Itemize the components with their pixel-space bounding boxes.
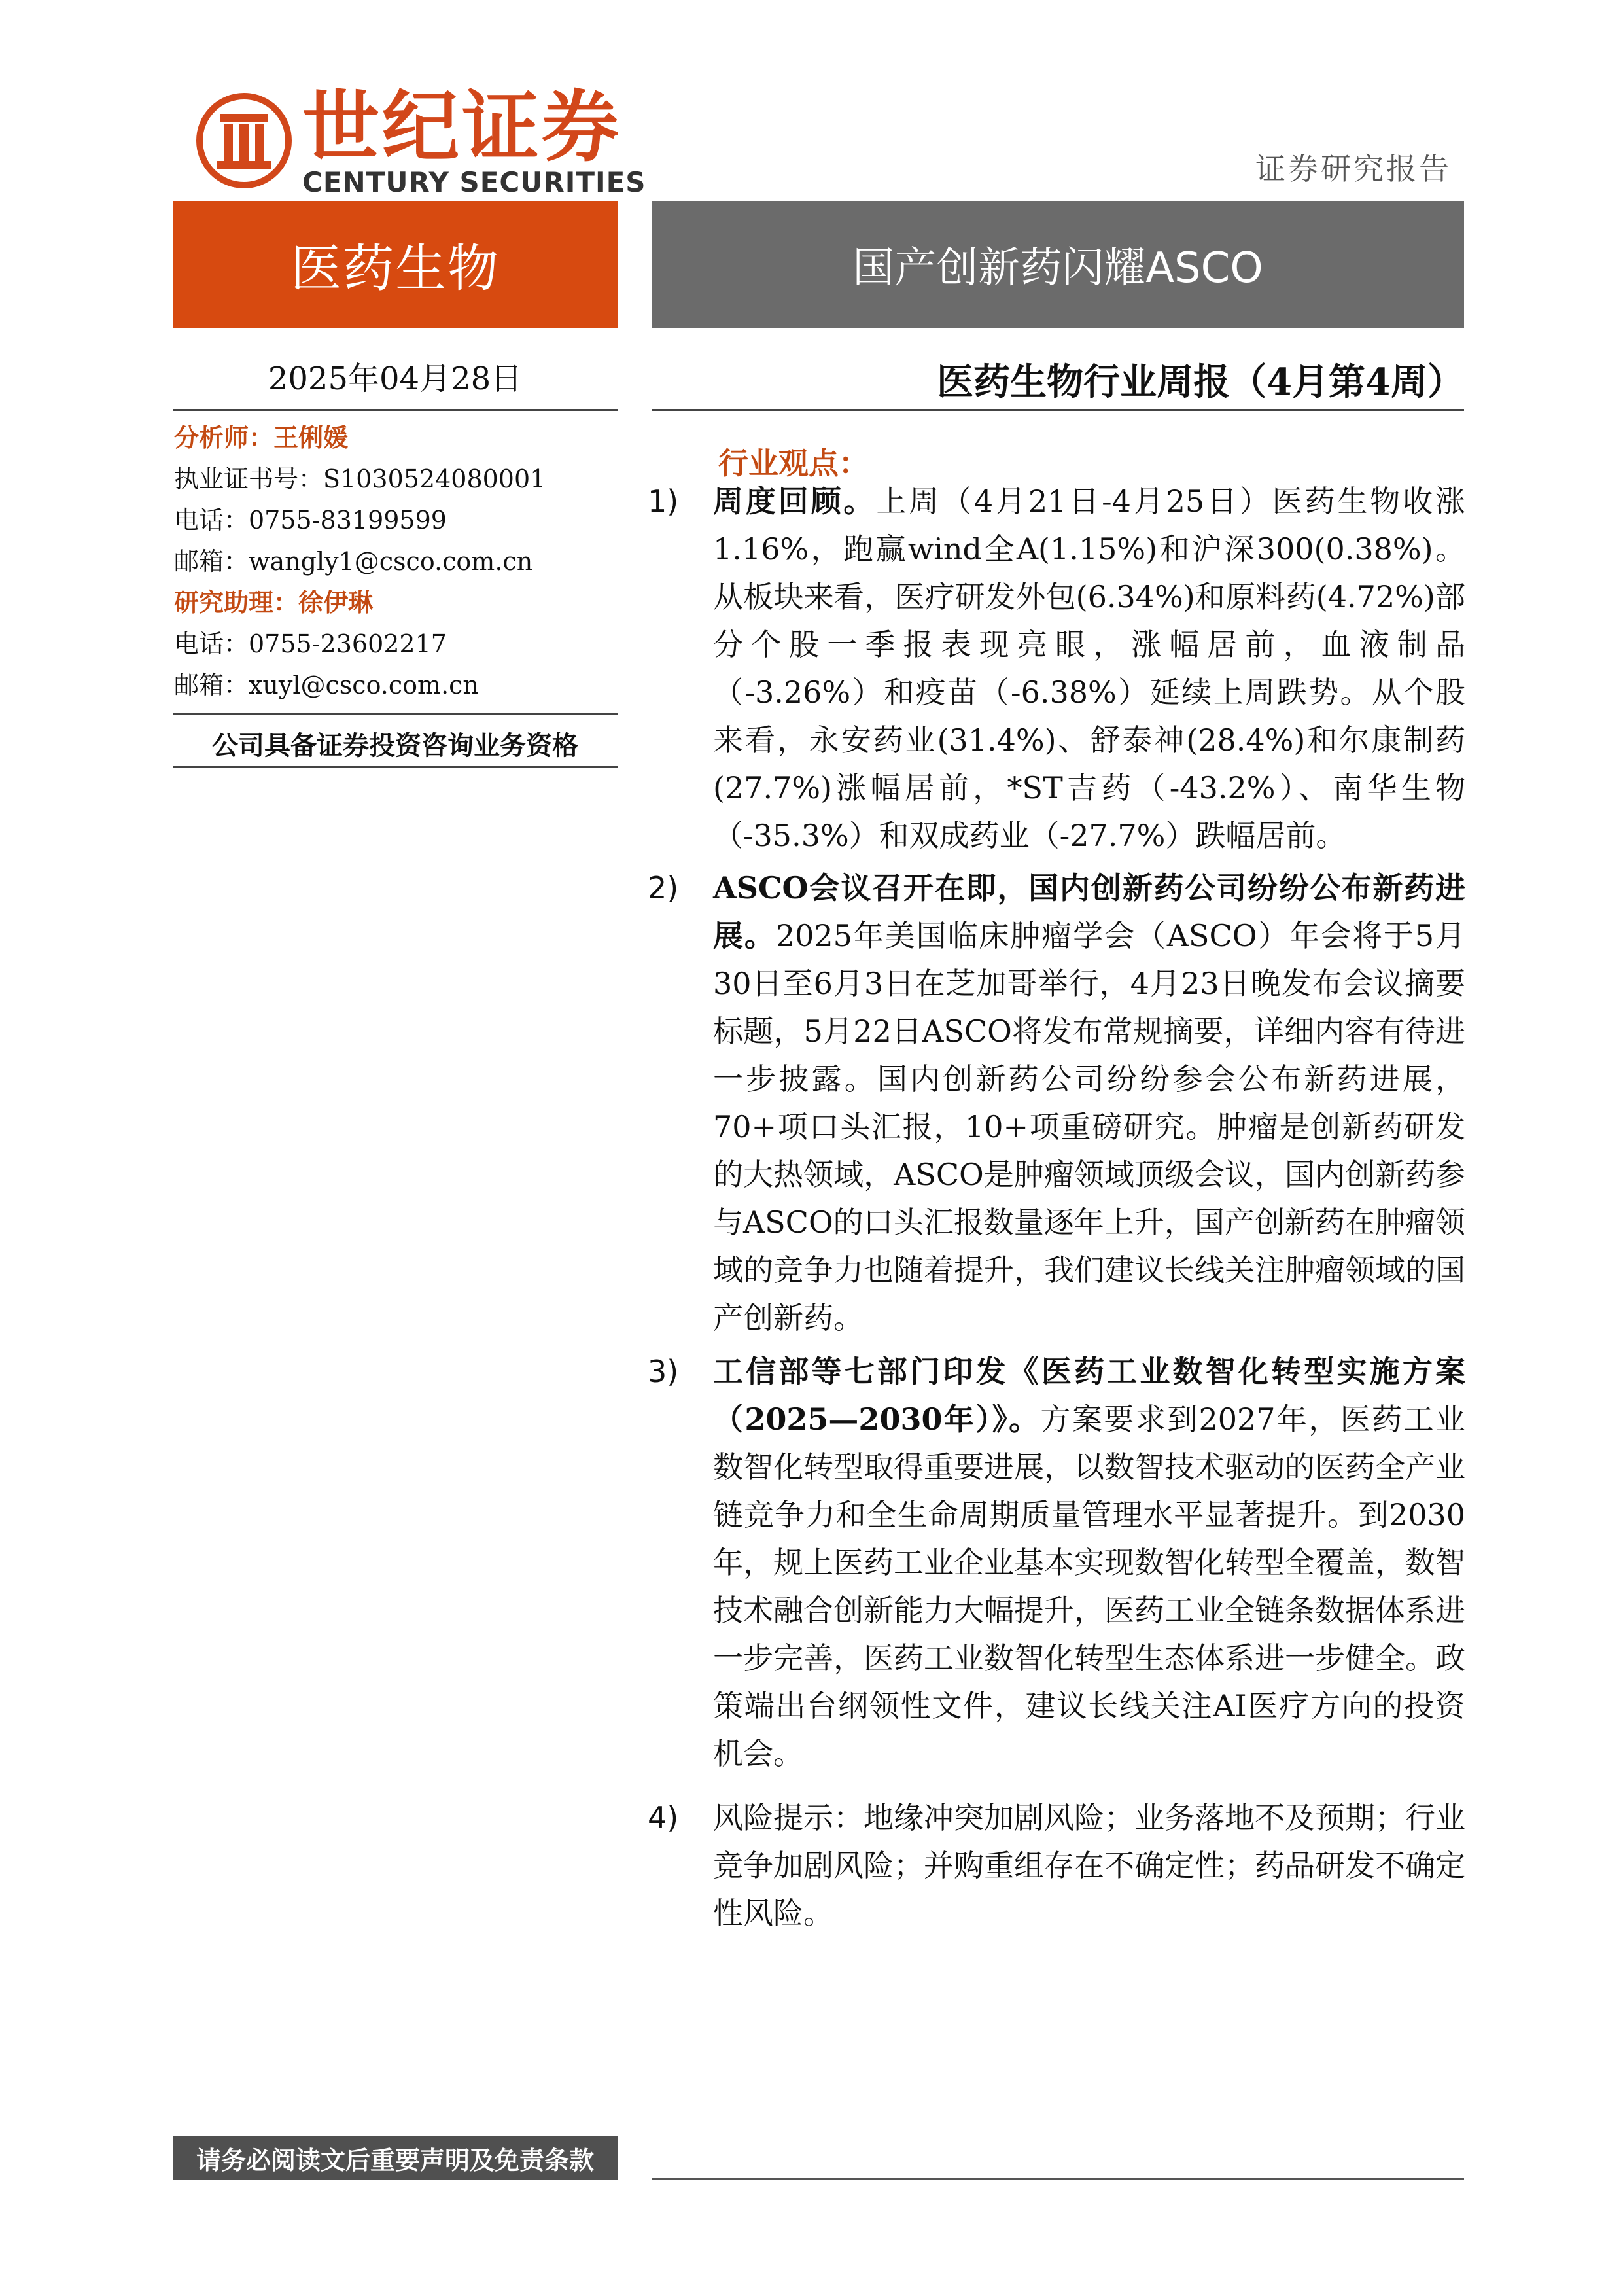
analyst-email: 邮箱：wangly1@csco.com.cn	[174, 547, 533, 576]
analyst-phone: 电话：0755-83199599	[174, 506, 447, 535]
disclaimer-notice: 请务必阅读文后重要声明及免责条款	[173, 2136, 618, 2180]
item-heading: ASCO会议召开在即，国内创新药公司纷纷公布新药进展。	[713, 870, 1465, 953]
list-item	[648, 1348, 1465, 1778]
divider	[173, 713, 618, 715]
item-body: 风险提示：地缘冲突加剧风险；业务落地不及预期；行业竞争加剧风险；并购重组存在不确定性；药品研发不确定性风险。	[713, 1800, 1465, 1931]
report-title: 医药生物行业周报（4月第4周）	[937, 361, 1464, 404]
view-title: 行业观点：	[718, 446, 869, 481]
item-heading: 周度回顾。	[713, 484, 877, 519]
item-body: 2025年美国临床肿瘤学会（ASCO）年会将于5月30日至6月3日在芝加哥举行，4月23日晚发布会议摘要标题，5月22日ASCO将发布常规摘要，详细内容有待进一步披露。国内创新药公司纷纷参会公布新药进展，70+项口头汇报，10+项重磅研究。肿瘤是创新药研发的大热领域，ASCO是肿瘤领域顶级会议，国内创新药参与ASCO的口头汇报数量逐年上升，国产创新药在肿瘤领域的竞争力也随着提升，我们建议长线关注肿瘤领域的国产创新药。	[713, 918, 1466, 1335]
item-number: 4)	[648, 1800, 679, 1835]
report-type-label: 证券研究报告	[1255, 151, 1452, 186]
analyst-cert: 执业证书号：S1030524080001	[174, 465, 546, 493]
logo-english-name: CENTURY SECURITIES	[302, 166, 646, 198]
headline-banner: 国产创新药闪耀ASCO	[652, 201, 1464, 328]
item-number: 1)	[648, 484, 679, 519]
sector-banner: 医药生物	[173, 201, 618, 328]
divider	[173, 409, 618, 411]
item-number: 3)	[648, 1354, 679, 1389]
assistant-email: 邮箱：xuyl@csco.com.cn	[174, 671, 479, 699]
divider	[652, 409, 1464, 411]
item-heading: 工信部等七部门印发《医药工业数智化转型实施方案（2025—2030年）》。	[713, 1354, 1465, 1437]
list-item	[648, 1794, 1465, 1937]
report-date: 2025年04月28日	[268, 361, 523, 397]
assistant-name: 研究助理：徐伊琳	[174, 588, 374, 617]
divider	[652, 2178, 1464, 2180]
item-body: 上周（4月21日-4月25日）医药生物收涨1.16%，跑赢wind全A(1.15%)和沪深300(0.38%)。从板块来看，医疗研发外包(6.34%)和原料药(4.72%)部分个股一季报表现亮眼，涨幅居前，血液制品（-3.26%）和疫苗（-6.38%）延续上周跌势。从个股来看，永安药业(31.4%)、舒泰神(28.4%)和尔康制药(27.7%)涨幅居前，*ST吉药（-43.2%）、南华生物（-35.3%）和双成药业（-27.7%）跌幅居前。	[713, 484, 1466, 853]
divider	[173, 766, 618, 768]
assistant-phone: 电话：0755-23602217	[174, 629, 447, 658]
list-item	[648, 864, 1465, 1342]
item-body: 方案要求到2027年，医药工业数智化转型取得重要进展，以数智技术驱动的医药全产业链竞争力和全生命周期质量管理水平显著提升。到2030年，规上医药工业企业基本实现数智化转型全覆盖，数智技术融合创新能力大幅提升，医药工业全链条数据体系进一步完善，医药工业数智化转型生态体系进一步健全。政策端出台纲领性文件，建议长线关注AI医疗方向的投资机会。	[713, 1402, 1465, 1771]
logo-chinese-name: 世纪证券	[302, 82, 622, 172]
century-securities-logo-icon	[195, 92, 293, 190]
qualification-note: 公司具备证券投资咨询业务资格	[212, 730, 578, 761]
analyst-name: 分析师：王俐媛	[174, 423, 349, 452]
list-item	[648, 478, 1465, 860]
item-number: 2)	[648, 870, 679, 906]
